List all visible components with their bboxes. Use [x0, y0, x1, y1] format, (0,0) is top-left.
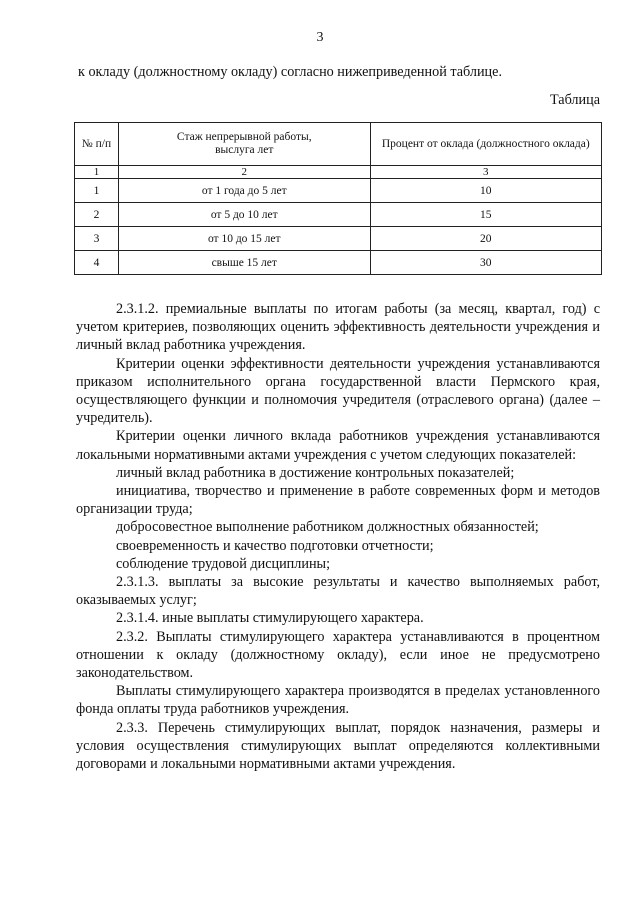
list-item: добросовестное выполнение работником должностных обязанностей; — [116, 519, 539, 536]
table-row — [75, 179, 602, 203]
paragraph-other-payments: 2.3.1.4. иные выплаты стимулирующего характера. — [116, 610, 424, 627]
table-label: Таблица — [549, 92, 600, 108]
table-row — [75, 203, 602, 227]
table-cell: 2 — [75, 203, 119, 227]
header-number — [75, 123, 119, 166]
list-item: соблюдение трудовой дисциплины; — [116, 555, 331, 572]
paragraph-premium-payments: 2.3.1.2. премиальные выплаты по итогам работы (за месяц, квартал, год) с учетом критериев, позволяющих оценить эффективность деятельности учреждения и личный вклад работника учреждения. — [76, 301, 600, 354]
table-cell: 10 — [370, 179, 601, 203]
table-cell: 2 — [118, 166, 370, 179]
document-body — [76, 300, 600, 773]
paragraph-efficiency-criteria: Критерии оценки эффективности деятельности учреждения устанавливаются приказом исполнительного органа государственной власти Пермского края, осуществляющего функции и полномочия учредителя (отраслевого органа) (далее – учредитель). — [76, 355, 600, 427]
page-number: 3 — [316, 30, 324, 45]
list-item: инициатива, творчество и применение в работе современных форм и методов организации труда; — [76, 483, 600, 518]
header-seniority — [118, 123, 370, 166]
table-cell: от 5 до 10 лет — [118, 203, 370, 227]
header-seniority-label: Стаж непрерывной работы, выслуга лет — [176, 131, 312, 156]
table-header-row — [75, 123, 602, 166]
header-percent-label: Процент от оклада (должностного оклада) — [381, 137, 590, 150]
table-row — [75, 227, 602, 251]
table-cell: от 1 года до 5 лет — [118, 179, 370, 203]
table-cell: 15 — [370, 203, 601, 227]
table-cell: 3 — [370, 166, 601, 179]
table-cell: 1 — [75, 179, 119, 203]
paragraph-percentage-rule: 2.3.2. Выплаты стимулирующего характера устанавливаются в процентном отношении к окладу (должностному окладу), если иное не предусмотрено законодательством. — [76, 628, 600, 682]
table-cell: 1 — [75, 166, 119, 179]
table-cell: 30 — [370, 251, 601, 275]
table-cell: 3 — [75, 227, 119, 251]
paragraph-payroll-fund: Выплаты стимулирующего характера производятся в пределах установленного фонда оплаты труда работников учреждения. — [76, 683, 600, 718]
table-row — [75, 251, 602, 275]
paragraph-high-results-payments: 2.3.1.3. выплаты за высокие результаты и качество выполняемых работ, оказываемых услуг; — [76, 574, 600, 609]
seniority-table — [74, 122, 602, 275]
lead-line: к окладу (должностному окладу) согласно нижеприведенной таблице. — [78, 64, 502, 80]
paragraph-personal-contribution-criteria: Критерии оценки личного вклада работников учреждения устанавливаются локальными нормативными актами учреждения с учетом следующих показателей: — [76, 428, 600, 463]
table-cell: 20 — [370, 227, 601, 251]
table-cell: 4 — [75, 251, 119, 275]
header-percent — [370, 123, 601, 166]
paragraph-payment-list: 2.3.3. Перечень стимулирующих выплат, порядок назначения, размеры и условия осуществления стимулирующих выплат определяются коллективными договорами и локальными нормативными актами учреждения. — [76, 719, 600, 773]
list-item: личный вклад работника в достижение контрольных показателей; — [116, 464, 515, 481]
list-item: своевременность и качество подготовки отчетности; — [116, 537, 434, 554]
header-number-label: № п/п — [81, 137, 112, 150]
table-numbering-row — [75, 166, 602, 179]
table-cell: от 10 до 15 лет — [118, 227, 370, 251]
table-cell: свыше 15 лет — [118, 251, 370, 275]
